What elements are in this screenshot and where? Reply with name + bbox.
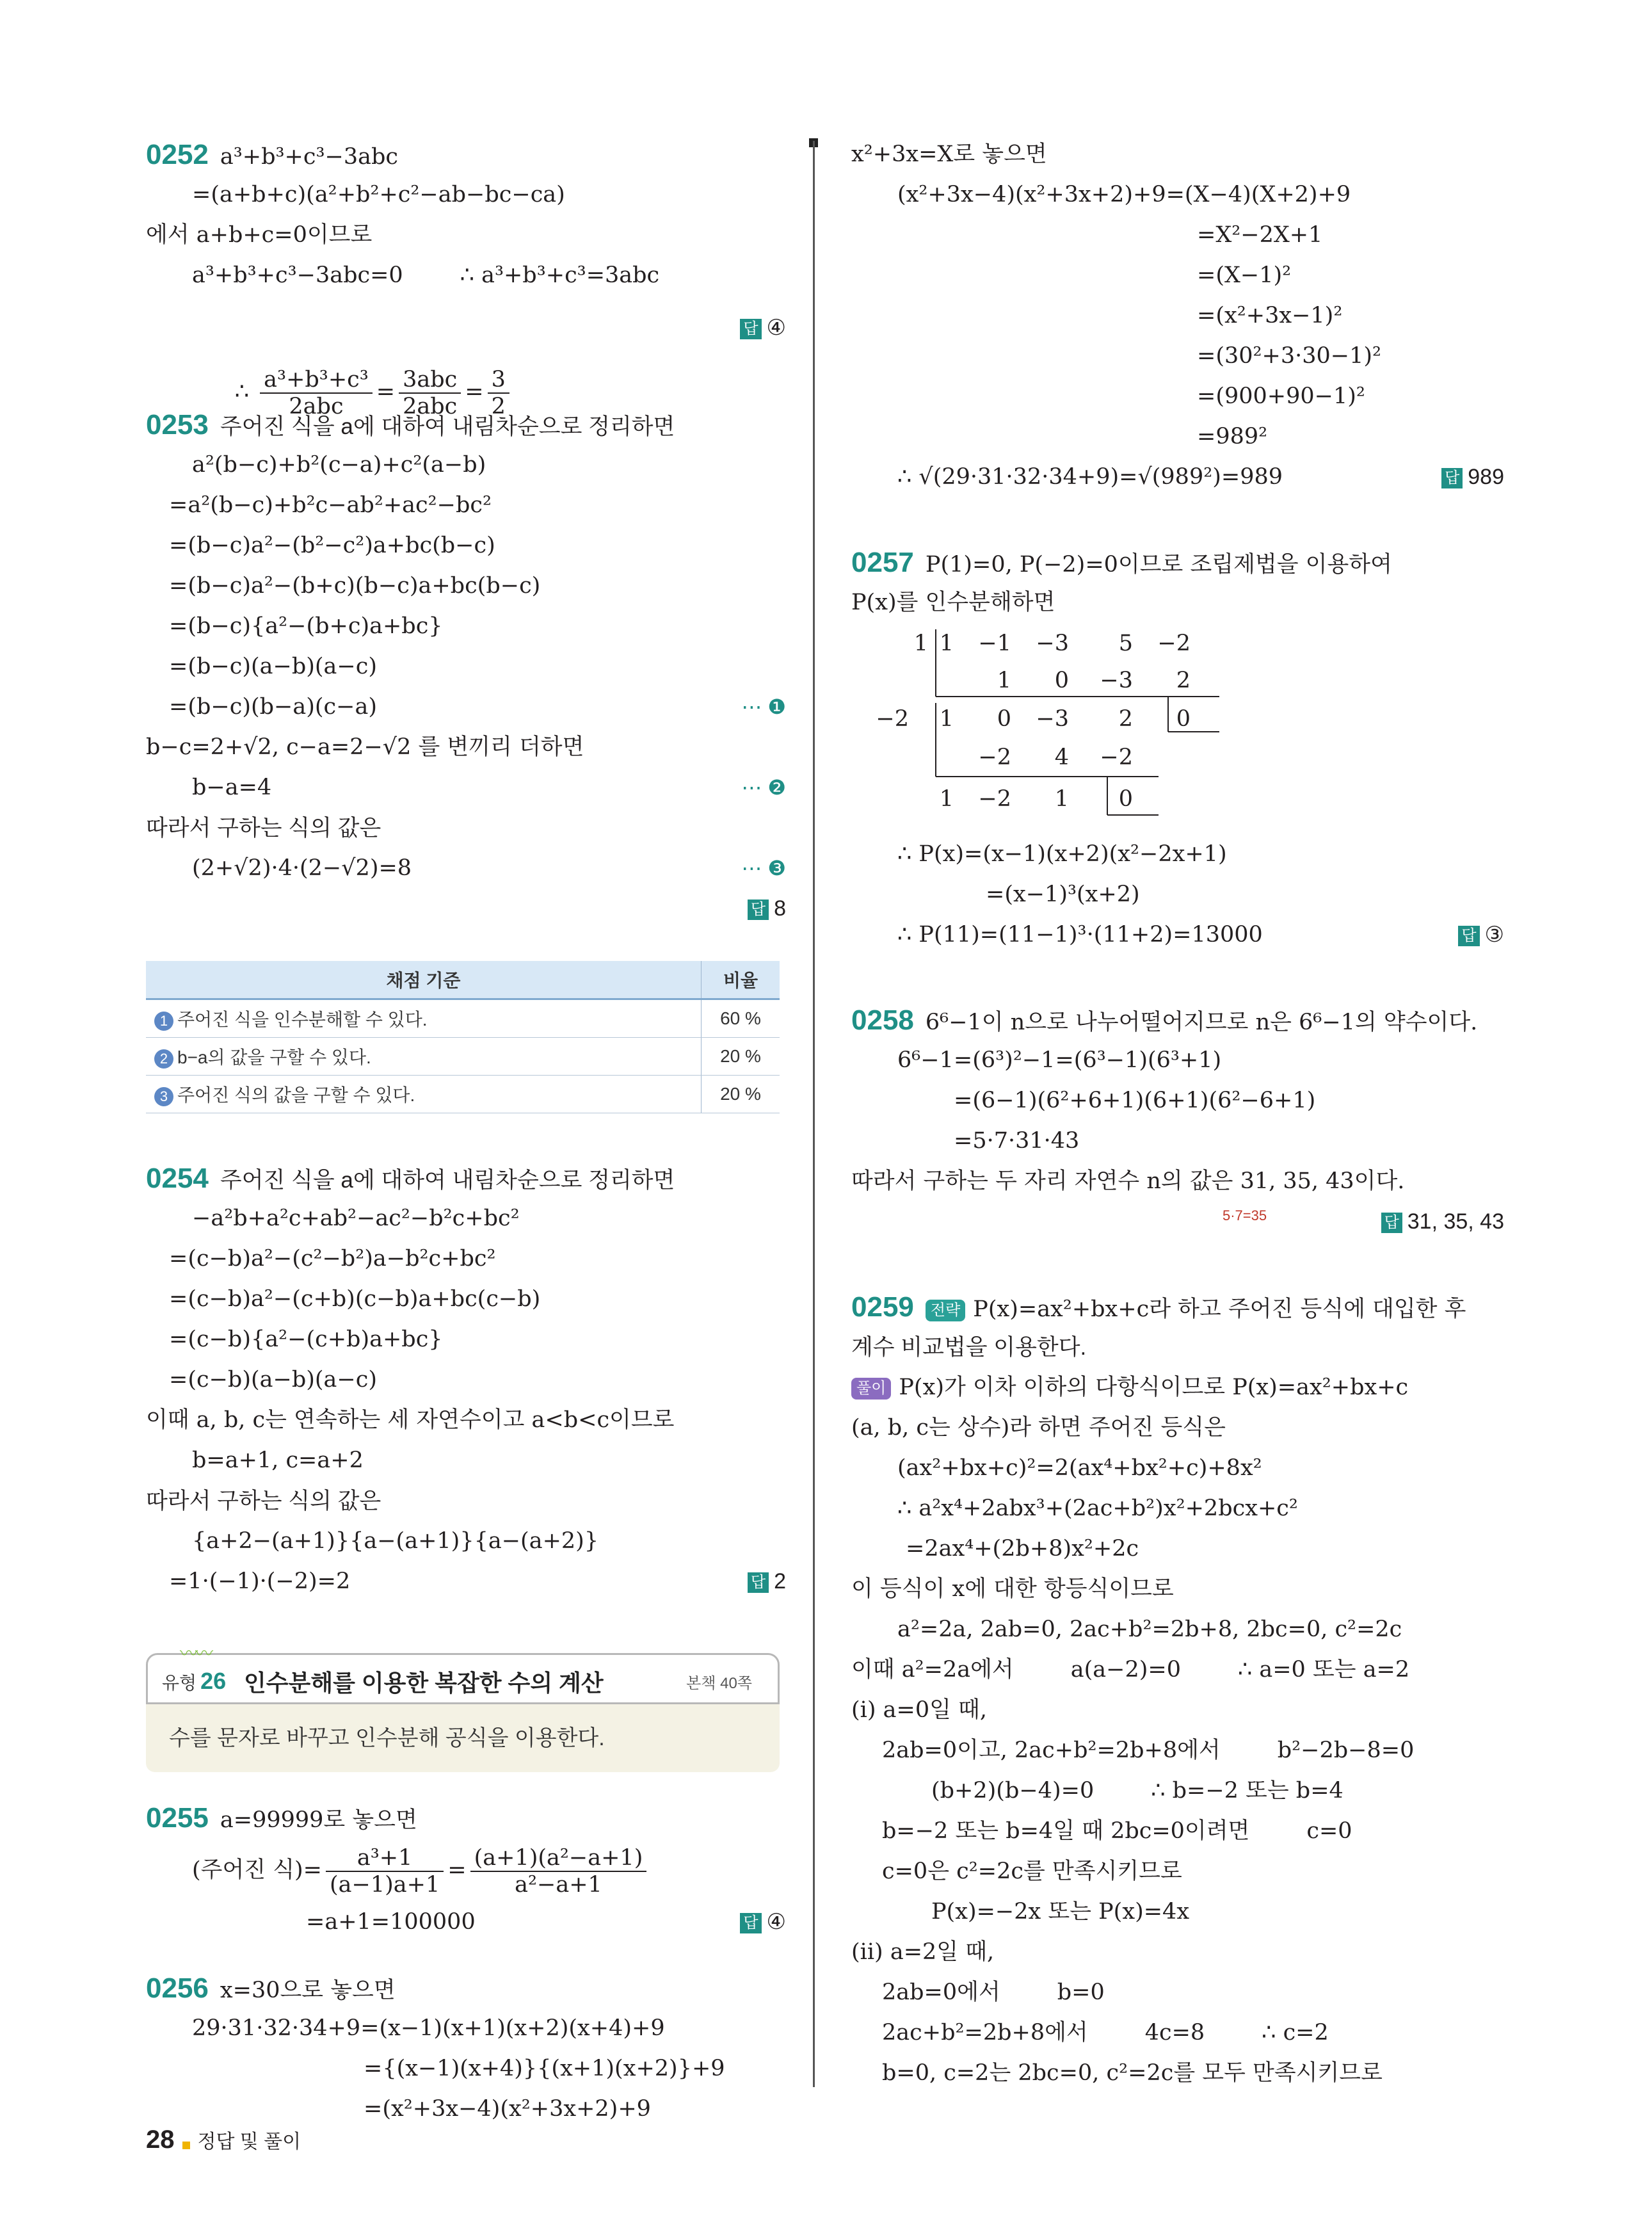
math-line: =(a+b+c)(a²+b²+c²−ab−bc−ca): [192, 182, 565, 207]
math-line: b=a+1, c=a+2: [192, 1448, 364, 1473]
answer: 답 ③: [1458, 915, 1504, 955]
text-line: a=99999로 놓으면: [220, 1807, 417, 1833]
annotation-note: 5·7=35: [1223, 1207, 1267, 1223]
answer: 답 ④: [740, 296, 786, 360]
coef: 0: [1054, 668, 1069, 693]
fraction-line: ∴ $\frac{\text{a³+b³+c³}}{\text{2abc}}$ = $\frac{\text{3abc}}{\text{2abc}}$ = $\frac{3}{2}$ 답 ④: [146, 296, 786, 360]
answer: 답 ④: [740, 1902, 786, 1942]
text-line: 따라서 구하는 두 자리 자연수 n의 값은 31, 35, 43이다.: [851, 1168, 1405, 1194]
math-line: a²=2a, 2ab=0, 2ac+b²=2b+8, 2bc=0, c²=2c: [897, 1617, 1402, 1642]
fraction: $\frac{3}{2}$: [488, 367, 509, 419]
problem-0254: [146, 1158, 786, 1602]
text-line: 계수 비교법을 이용한다.: [851, 1335, 1087, 1360]
math-line: b=0, c=2는 2bc=0, c²=2c를 모두 만족시키므로: [882, 2060, 1383, 2086]
coef: −2: [978, 786, 1011, 812]
math-line: 2ab=0에서 b=0: [882, 1980, 1105, 2005]
coef: −1: [978, 631, 1011, 656]
math-line: ∴ P(x)=(x−1)(x+2)(x²−2x+1): [897, 841, 1227, 867]
problem-number: 0258: [851, 1005, 914, 1036]
coef: 5: [1118, 631, 1133, 656]
math-line: a²(b−c)+b²(c−a)+c²(a−b): [192, 452, 486, 478]
math-line: 2ac+b²=2b+8에서 4c=8 ∴ c=2: [882, 2020, 1329, 2045]
math-line: =5·7·31·43: [954, 1128, 1080, 1154]
fraction: $\frac{\text{3abc}}{\text{2abc}}$: [399, 367, 461, 419]
problem-0253: [146, 405, 786, 929]
page-footer: [146, 2126, 301, 2154]
coef: −2: [1100, 745, 1133, 770]
math-line: ∴ √(29·31·32·34+9)=√(989²)=989: [897, 464, 1283, 490]
math-line: 6⁶−1=(6³)²−1=(6³−1)(6³+1): [897, 1047, 1222, 1073]
answer: 답 989: [1441, 457, 1504, 497]
answer: 답 31, 35, 43: [1381, 1202, 1504, 1242]
problem-number: 0252: [146, 139, 209, 170]
text-line: 따라서 구하는 식의 값은: [146, 1489, 381, 1513]
divisor: 1: [913, 631, 928, 656]
grading-row: 1 주어진 식을 인수분해할 수 있다. 60 %: [146, 999, 780, 1038]
text-line: x=30으로 놓으면: [220, 1978, 396, 2003]
problem-0258: [851, 1000, 1504, 1242]
math-line: a³+b³+c³−3abc: [220, 144, 398, 170]
answer: 답 2: [748, 1561, 786, 1602]
grading-header-criteria: 채점 기준: [146, 961, 702, 999]
problem-number: 0257: [851, 547, 914, 578]
math-line: 이때 a²=2a에서 a(a−2)=0 ∴ a=0 또는 a=2: [851, 1657, 1410, 1682]
grading-row: 3 주어진 식의 값을 구할 수 있다. 20 %: [146, 1076, 780, 1113]
math-line: (2+√2)·4·(2−√2)=8: [192, 855, 412, 881]
step-marker: ⋯ ❸: [741, 857, 786, 880]
math-line: =1·(−1)·(−2)=2: [169, 1569, 351, 1594]
grading-table: [146, 961, 780, 1113]
type-header: [146, 1643, 780, 1704]
math-line: b−c=2+√2, c−a=2−√2 를 변끼리 더하면: [146, 734, 584, 760]
text-line: P(x)가 이차 이하의 다항식이므로 P(x)=ax²+bx+c: [899, 1375, 1409, 1400]
column-divider: [813, 141, 815, 2087]
text-line: 이때 a, b, c는 연속하는 세 자연수이고 a<b<c이므로: [146, 1407, 675, 1433]
math-line: 2ab=0이고, 2ac+b²=2b+8에서 b²−2b−8=0: [882, 1738, 1415, 1763]
math-line: =(x−1)³(x+2): [986, 882, 1140, 907]
coef: −2: [1157, 631, 1191, 656]
math-line: =(30²+3·30−1)²: [1197, 343, 1382, 369]
coef: 1: [1054, 786, 1069, 812]
coef: −3: [1100, 668, 1133, 693]
text-line: 주어진 식을 a에 대하여 내림차순으로 정리하면: [220, 414, 675, 439]
left-column: [146, 134, 786, 2129]
math-line: =(b−c)a²−(b²−c²)a+bc(b−c): [169, 533, 495, 558]
problem-0259: [851, 1287, 1504, 2094]
text-line: (ii) a=2일 때,: [851, 1939, 995, 1965]
text-line: 에서 a+b+c=0이므로: [146, 222, 373, 248]
text-line: 주어진 식을 a에 대하여 내림차순으로 정리하면: [220, 1168, 675, 1193]
math-line: ∴ a²x⁴+2abx³+(2ac+b²)x²+2bcx+c²: [897, 1496, 1298, 1521]
math-line: =a+1=100000: [306, 1909, 476, 1935]
math-line: =X²−2X+1: [1197, 222, 1323, 248]
coef: 1: [939, 706, 954, 732]
footer-title: 정답 및 풀이: [197, 2131, 301, 2152]
coef: 2: [1176, 668, 1191, 693]
math-line: (x²+3x−4)(x²+3x+2)+9=(X−4)(X+2)+9: [897, 182, 1351, 207]
step-marker-icon: 1: [154, 1012, 173, 1031]
step-marker-icon: 3: [154, 1087, 173, 1106]
coef: −2: [978, 745, 1011, 770]
problem-number: 0256: [146, 1973, 209, 2004]
math-line: =(c−b){a²−(c+b)a+bc}: [169, 1327, 443, 1352]
math-line: =2ax⁴+(2b+8)x²+2c: [906, 1536, 1139, 1561]
math-line: =(b−c)a²−(b+c)(b−c)a+bc(b−c): [169, 573, 541, 599]
fraction-line: (주어진 식)= $\frac{\text{a³+1}}{(a-1)a+1}$ = $\frac{\text{(a+1)(a²−a+1)}}{\text{a²−a+1}}$: [146, 1838, 786, 1902]
answer-label: 답: [1381, 1213, 1402, 1233]
math-line: =(x²+3x−1)²: [1197, 303, 1343, 328]
coef: 4: [1054, 745, 1069, 770]
coef: −3: [1036, 631, 1069, 656]
math-line: =(b−c){a²−(b+c)a+bc}: [169, 613, 443, 639]
solution-badge: 풀이: [851, 1378, 891, 1400]
coef: 1: [939, 631, 954, 656]
text-line: P(x)=ax²+bx+c라 하고 주어진 등식에 대입한 후: [973, 1296, 1466, 1322]
math-line: c=0은 c²=2c를 만족시키므로: [882, 1859, 1182, 1884]
problem-number: 0259: [851, 1291, 914, 1323]
type-title: 인수분해를 이용한 복잡한 수의 계산: [244, 1670, 604, 1696]
math-line: =(6−1)(6²+6+1)(6+1)(6²−6+1): [954, 1088, 1316, 1113]
bullet-icon: [182, 2142, 190, 2149]
type-description: 수를 문자로 바꾸고 인수분해 공식을 이용한다.: [146, 1704, 780, 1772]
math-line: 29·31·32·34+9=(x−1)(x+1)(x+2)(x+4)+9: [192, 2015, 665, 2041]
text-line: P(1)=0, P(−2)=0이므로 조립제법을 이용하여: [925, 552, 1392, 577]
answer: 답 8: [748, 889, 786, 929]
grading-row: 2 b−a의 값을 구할 수 있다. 20 %: [146, 1038, 780, 1076]
problem-number: 0253: [146, 409, 209, 440]
problem-number: 0254: [146, 1163, 209, 1194]
coef: 1: [997, 668, 1011, 693]
coef: 0: [997, 706, 1011, 732]
math-line: (b+2)(b−4)=0 ∴ b=−2 또는 b=4: [931, 1778, 1343, 1803]
fraction: $\frac{\text{a³+b³+c³}}{\text{2abc}}$: [260, 367, 373, 419]
math-line: =(c−b)a²−(c+b)(c−b)a+bc(c−b): [169, 1286, 541, 1312]
grading-header-ratio: 비율: [702, 961, 780, 999]
text-line: P(x)를 인수분해하면: [851, 590, 1055, 615]
type-tag: 유형: [162, 1673, 197, 1693]
problem-0257: [851, 542, 1504, 955]
strategy-badge: 전략: [926, 1300, 965, 1321]
math-line: (ax²+bx+c)²=2(ax⁴+bx²+c)+8x²: [897, 1455, 1262, 1481]
answer-label: 답: [740, 1913, 761, 1933]
step-marker: ⋯ ❷: [741, 776, 786, 799]
math-line: ={(x−1)(x+4)}{(x+1)(x+2)}+9: [364, 2056, 725, 2081]
math-line: x²+3x=X로 놓으면: [851, 141, 1047, 167]
coef: 0: [1118, 786, 1133, 812]
problem-0252: [146, 134, 786, 419]
coef: 2: [1118, 706, 1133, 732]
step-marker-icon: 2: [154, 1049, 173, 1069]
math-line: P(x)=−2x 또는 P(x)=4x: [931, 1899, 1190, 1924]
divisor: −2: [876, 706, 909, 732]
text-line: 6⁶−1이 n으로 나누어떨어지므로 n은 6⁶−1의 약수이다.: [925, 1010, 1478, 1035]
math-line: a³+b³+c³−3abc=0 ∴ a³+b³+c³=3abc: [192, 262, 660, 288]
math-line: =(x²+3x−4)(x²+3x+2)+9: [364, 2096, 651, 2122]
type-number: 26: [200, 1668, 227, 1694]
answer-label: 답: [748, 900, 769, 920]
wave-icon: 〰〰: [180, 1643, 211, 1663]
math-line: =(c−b)(a−b)(a−c): [169, 1367, 377, 1392]
coef: 1: [939, 786, 954, 812]
math-line: =a²(b−c)+b²c−ab²+ac²−bc²: [169, 492, 492, 518]
problem-0256-continued: [851, 134, 1504, 497]
math-line: =989²: [1197, 424, 1268, 449]
math-line: −a²b+a²c+ab²−ac²−b²c+bc²: [192, 1206, 520, 1231]
problem-0255: [146, 1798, 786, 1942]
math-line: =(b−c)(b−a)(c−a): [169, 694, 377, 720]
text-line: (a, b, c는 상수)라 하면 주어진 등식은: [851, 1415, 1226, 1440]
math-line: =(900+90−1)²: [1197, 383, 1365, 409]
math-line: ∴ P(11)=(11−1)³·(11+2)=13000: [897, 922, 1263, 948]
right-column: [851, 134, 1504, 2094]
math-line: =(X−1)²: [1197, 262, 1292, 288]
type-box: [146, 1643, 780, 1772]
math-line: b−a=4: [192, 775, 272, 800]
step-marker: ⋯ ❶: [741, 695, 786, 718]
synthetic-division: [851, 623, 1504, 834]
fraction: $\frac{\text{a³+1}}{(a-1)a+1}$: [326, 1845, 444, 1898]
page-number: 28: [146, 2126, 175, 2154]
problem-0256: [146, 1968, 786, 2129]
type-reference: 본책 40쪽: [686, 1675, 752, 1692]
math-line: b=−2 또는 b=4일 때 2bc=0이려면 c=0: [882, 1818, 1352, 1844]
text-line: 따라서 구하는 식의 값은: [146, 816, 381, 841]
math-line: {a+2−(a+1)}{a−(a+1)}{a−(a+2)}: [192, 1528, 599, 1554]
answer-label: 답: [740, 319, 761, 339]
answer-label: 답: [748, 1572, 769, 1593]
math-line: =(c−b)a²−(c²−b²)a−b²c+bc²: [169, 1246, 496, 1271]
coef: −3: [1036, 706, 1069, 732]
text-line: (i) a=0일 때,: [851, 1697, 987, 1723]
fraction: $\frac{\text{(a+1)(a²−a+1)}}{\text{a²−a+1}}$: [470, 1845, 647, 1898]
math-line: =(b−c)(a−b)(a−c): [169, 654, 377, 679]
problem-number: 0255: [146, 1802, 209, 1834]
text-line: 이 등식이 x에 대한 항등식이므로: [851, 1576, 1174, 1602]
coef: 0: [1176, 706, 1191, 732]
answer-label: 답: [1441, 468, 1463, 488]
answer-label: 답: [1458, 926, 1479, 946]
